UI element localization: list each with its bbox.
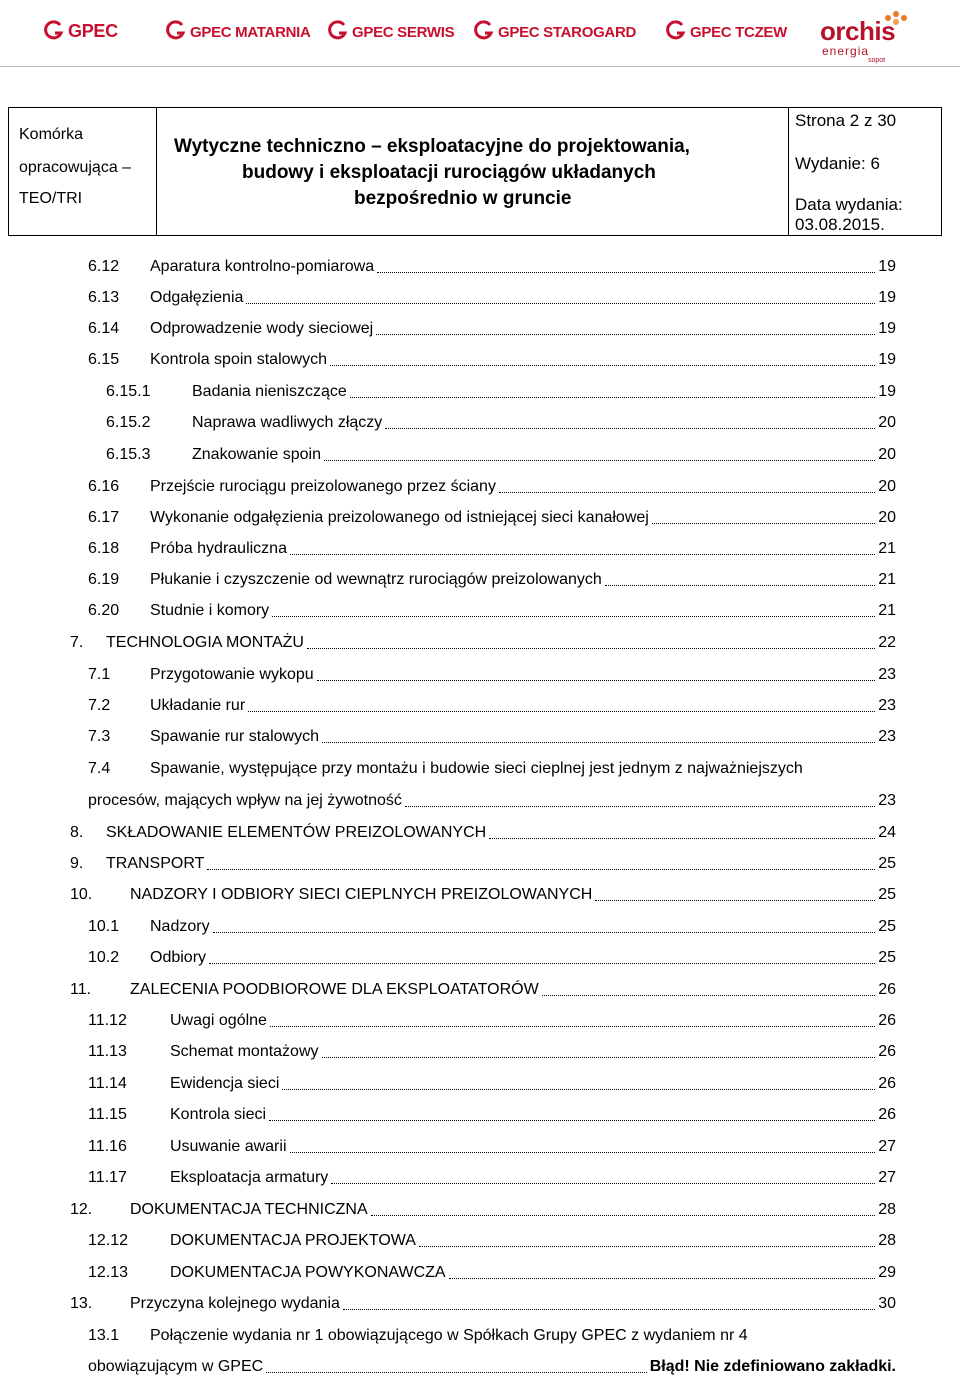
header-department-cell: Komórka opracowująca – TEO/TRI: [9, 108, 157, 235]
toc-entry-title[interactable]: Układanie rur: [150, 697, 246, 714]
toc-entry-number: 7.4: [88, 760, 111, 777]
toc-dot-leader: [248, 711, 875, 712]
toc-dot-leader: [290, 1152, 876, 1153]
toc-entry-title[interactable]: SKŁADOWANIE ELEMENTÓW PREIZOLOWANYCH: [106, 824, 487, 841]
toc-dot-leader: [317, 680, 876, 681]
toc-dot-leader: [290, 554, 875, 555]
toc-entry-page[interactable]: 19: [878, 258, 896, 275]
toc-entry-page[interactable]: 26: [878, 1043, 896, 1060]
toc-entry-number: 11.17: [88, 1169, 127, 1186]
toc-dot-leader: [542, 995, 876, 996]
toc-dot-leader: [322, 742, 875, 743]
toc-entry-number: 7.3: [88, 728, 111, 745]
toc-entry-page[interactable]: 30: [878, 1295, 896, 1312]
toc-entry-page[interactable]: 25: [878, 918, 896, 935]
toc-dot-leader: [270, 1026, 875, 1027]
toc-entry-title[interactable]: Połączenie wydania nr 1 obowiązującego w Spółkach Grupy GPEC z wydaniem nr 4: [150, 1327, 748, 1344]
toc-entry-title[interactable]: Usuwanie awarii: [170, 1138, 287, 1155]
toc-entry-page[interactable]: 23: [878, 792, 896, 809]
toc-entry-number: 11.14: [88, 1075, 127, 1092]
header-title-cell: Wytyczne techniczno – eksploatacyjne do projektowania, budowy i eksploatacji rurociągów układanych bezpośrednio w gruncie: [156, 108, 789, 235]
toc-entry-title[interactable]: ZALECENIA POODBIOROWE DLA EKSPLOATATORÓW: [130, 981, 539, 998]
toc-dot-leader: [385, 428, 875, 429]
toc-entry-title[interactable]: Badania nieniszczące: [192, 383, 347, 400]
gpec-logo: GPEC: [44, 20, 118, 42]
toc-entry-number: 6.18: [88, 540, 120, 557]
toc-entry-page[interactable]: 19: [878, 351, 896, 368]
toc-entry-title[interactable]: DOKUMENTACJA PROJEKTOWA: [170, 1232, 416, 1249]
toc-dot-leader: [282, 1089, 875, 1090]
toc-entry-number: 6.17: [88, 509, 120, 526]
document-header-table: [8, 107, 942, 236]
toc-entry-page[interactable]: 23: [878, 666, 896, 683]
toc-entry-number: 10.: [70, 886, 93, 903]
toc-entry-title[interactable]: Schemat montażowy: [170, 1043, 319, 1060]
gpec-tczew-logo: GPEC TCZEW: [666, 20, 787, 42]
toc-entry-page[interactable]: 28: [878, 1201, 896, 1218]
toc-entry-title[interactable]: DOKUMENTACJA POWYKONAWCZA: [170, 1264, 446, 1281]
toc-entry-title[interactable]: Kontrola spoin stalowych: [150, 351, 327, 368]
toc-entry-title[interactable]: DOKUMENTACJA TECHNICZNA: [130, 1201, 368, 1218]
toc-dot-leader: [605, 585, 875, 586]
gpec-logo-icon: [328, 20, 348, 40]
toc-dot-leader: [449, 1278, 876, 1279]
orchis-energia-logo: orchis energia sopot: [820, 8, 930, 64]
toc-entry-number: 8.: [70, 824, 84, 841]
toc-entry-title[interactable]: Znakowanie spoin: [192, 446, 321, 463]
toc-dot-leader: [272, 616, 875, 617]
toc-entry-number: 11.15: [88, 1106, 127, 1123]
toc-entry-title[interactable]: NADZORY I ODBIORY SIECI CIEPLNYCH PREIZOLOWANYCH: [130, 886, 593, 903]
toc-entry-title[interactable]: Kontrola sieci: [170, 1106, 267, 1123]
toc-entry-page[interactable]: 29: [878, 1264, 896, 1281]
toc-entry-title[interactable]: Spawanie, występujące przy montażu i budowie sieci cieplnej jest jednym z najważniejszych: [150, 760, 803, 777]
toc-entry-title[interactable]: Odgałęzienia: [150, 289, 244, 306]
toc-entry-page[interactable]: 28: [878, 1232, 896, 1249]
toc-entry-number: 11.12: [88, 1012, 127, 1029]
toc-dot-leader: [324, 460, 875, 461]
toc-dot-leader: [322, 1057, 876, 1058]
gpec-logo-icon: [666, 20, 686, 40]
gpec-logo-icon: [474, 20, 494, 40]
toc-entry-page[interactable]: 20: [878, 509, 896, 526]
toc-entry-page[interactable]: 27: [878, 1169, 896, 1186]
toc-entry-page[interactable]: 21: [878, 540, 896, 557]
toc-entry-title[interactable]: Studnie i komory: [150, 602, 270, 619]
toc-dot-leader: [405, 806, 875, 807]
toc-entry-title[interactable]: Płukanie i czyszczenie od wewnątrz rurociągów preizolowanych: [150, 571, 602, 588]
toc-entry-number: 11.13: [88, 1043, 127, 1060]
toc-entry-title[interactable]: Eksploatacja armatury: [170, 1169, 329, 1186]
toc-entry-number: 11.: [70, 981, 92, 998]
toc-entry-number: 6.13: [88, 289, 120, 306]
toc-dot-leader: [350, 397, 875, 398]
toc-dot-leader: [343, 1309, 875, 1310]
toc-dot-leader: [307, 648, 875, 649]
toc-dot-leader: [209, 963, 875, 964]
toc-entry-page[interactable]: 27: [878, 1138, 896, 1155]
logo-band: [0, 0, 960, 67]
toc-entry-page[interactable]: 26: [878, 1012, 896, 1029]
toc-entry-page[interactable]: 24: [878, 824, 896, 841]
toc-entry-page[interactable]: 21: [878, 602, 896, 619]
toc-entry-page[interactable]: 20: [878, 414, 896, 431]
header-meta-cell: Strona 2 z 30 Wydanie: 6 Data wydania: 03.08.2015.: [795, 111, 903, 234]
toc-entry-number: 7.2: [88, 697, 111, 714]
toc-entry-number: 7.1: [88, 666, 111, 683]
toc-entry-number: 6.20: [88, 602, 120, 619]
toc-dot-leader: [213, 932, 876, 933]
toc-dot-leader: [207, 869, 875, 870]
toc-dot-leader: [269, 1120, 875, 1121]
toc-entry-title-continuation[interactable]: procesów, mających wpływ na jej żywotność: [88, 792, 402, 809]
toc-entry-page[interactable]: 20: [878, 446, 896, 463]
gpec-serwis-logo: GPEC SERWIS: [328, 20, 454, 42]
gpec-matarnia-logo: GPEC MATARNIA: [166, 20, 311, 42]
toc-entry-title[interactable]: Przejście rurociągu preizolowanego przez ściany: [150, 478, 496, 495]
toc-dot-leader: [499, 492, 875, 493]
toc-entry-page[interactable]: 25: [878, 886, 896, 903]
toc-entry-page[interactable]: 25: [878, 855, 896, 872]
toc-entry-number: 6.15.3: [106, 446, 151, 463]
toc-entry-page[interactable]: 26: [878, 1106, 896, 1123]
toc-entry-number: 9.: [70, 855, 84, 872]
toc-entry-page[interactable]: 21: [878, 571, 896, 588]
toc-dot-leader: [377, 272, 875, 273]
toc-entry-number: 13.1: [88, 1327, 120, 1344]
toc-dot-leader: [376, 334, 875, 335]
toc-entry-number: 6.14: [88, 320, 120, 337]
toc-entry-number: 6.15.2: [106, 414, 151, 431]
toc-dot-leader: [246, 303, 875, 304]
toc-entry-number: 10.2: [88, 949, 120, 966]
toc-entry-title[interactable]: Naprawa wadliwych złączy: [192, 414, 383, 431]
toc-entry-page[interactable]: 23: [878, 728, 896, 745]
toc-entry-number: 12.12: [88, 1232, 129, 1249]
toc-entry-number: 10.1: [88, 918, 120, 935]
toc-entry-title[interactable]: Próba hydrauliczna: [150, 540, 287, 557]
toc-entry-page[interactable]: 26: [878, 1075, 896, 1092]
toc-dot-leader: [266, 1372, 647, 1373]
toc-entry-title[interactable]: TRANSPORT: [106, 855, 205, 872]
toc-entry-number: 11.16: [88, 1138, 127, 1155]
toc-dot-leader: [489, 838, 875, 839]
gpec-logo-icon: [166, 20, 186, 40]
toc-entry-title[interactable]: Wykonanie odgałęzienia preizolowanego od istniejącej sieci kanałowej: [150, 509, 649, 526]
toc-dot-leader: [419, 1246, 875, 1247]
toc-entry-title[interactable]: Uwagi ogólne: [170, 1012, 267, 1029]
toc-entry-number: 6.15.1: [106, 383, 151, 400]
toc-entry-page[interactable]: 22: [878, 634, 896, 651]
toc-entry-page[interactable]: 19: [878, 289, 896, 306]
toc-entry-page[interactable]: 26: [878, 981, 896, 998]
toc-dot-leader: [371, 1215, 876, 1216]
toc-entry-page[interactable]: 20: [878, 478, 896, 495]
toc-entry-title[interactable]: Ewidencja sieci: [170, 1075, 280, 1092]
toc-entry-number: 12.: [70, 1201, 93, 1218]
toc-dot-leader: [331, 1183, 875, 1184]
toc-entry-title[interactable]: Spawanie rur stalowych: [150, 728, 319, 745]
toc-entry-number: 6.15: [88, 351, 120, 368]
gpec-logo-icon: [44, 20, 64, 40]
toc-entry-number: 6.16: [88, 478, 120, 495]
toc-entry-title[interactable]: Nadzory: [150, 918, 210, 935]
toc-entry-page[interactable]: 25: [878, 949, 896, 966]
toc-entry-number: 12.13: [88, 1264, 129, 1281]
toc-entry-page[interactable]: 19: [878, 320, 896, 337]
toc-entry-number: 6.12: [88, 258, 120, 275]
toc-entry-title[interactable]: Odprowadzenie wody sieciowej: [150, 320, 374, 337]
toc-dot-leader: [595, 900, 875, 901]
toc-entry-number: 13.: [70, 1295, 93, 1312]
toc-entry-title[interactable]: TECHNOLOGIA MONTAŻU: [106, 634, 304, 651]
gpec-starogard-logo: GPEC STAROGARD: [474, 20, 636, 42]
toc-dot-leader: [330, 365, 875, 366]
toc-dot-leader: [652, 523, 875, 524]
toc-entry-title[interactable]: Przygotowanie wykopu: [150, 666, 314, 683]
toc-entry-title[interactable]: Odbiory: [150, 949, 207, 966]
toc-entry-page[interactable]: 23: [878, 697, 896, 714]
toc-entry-title-continuation[interactable]: obowiązującym w GPEC: [88, 1358, 264, 1375]
toc-entry-title[interactable]: Aparatura kontrolno-pomiarowa: [150, 258, 375, 275]
toc-entry-title[interactable]: Przyczyna kolejnego wydania: [130, 1295, 340, 1312]
toc-entry-page[interactable]: 19: [878, 383, 896, 400]
toc-entry-number: 6.19: [88, 571, 120, 588]
toc-entry-page[interactable]: Błąd! Nie zdefiniowano zakładki.: [649, 1358, 896, 1375]
toc-entry-number: 7.: [70, 634, 84, 651]
